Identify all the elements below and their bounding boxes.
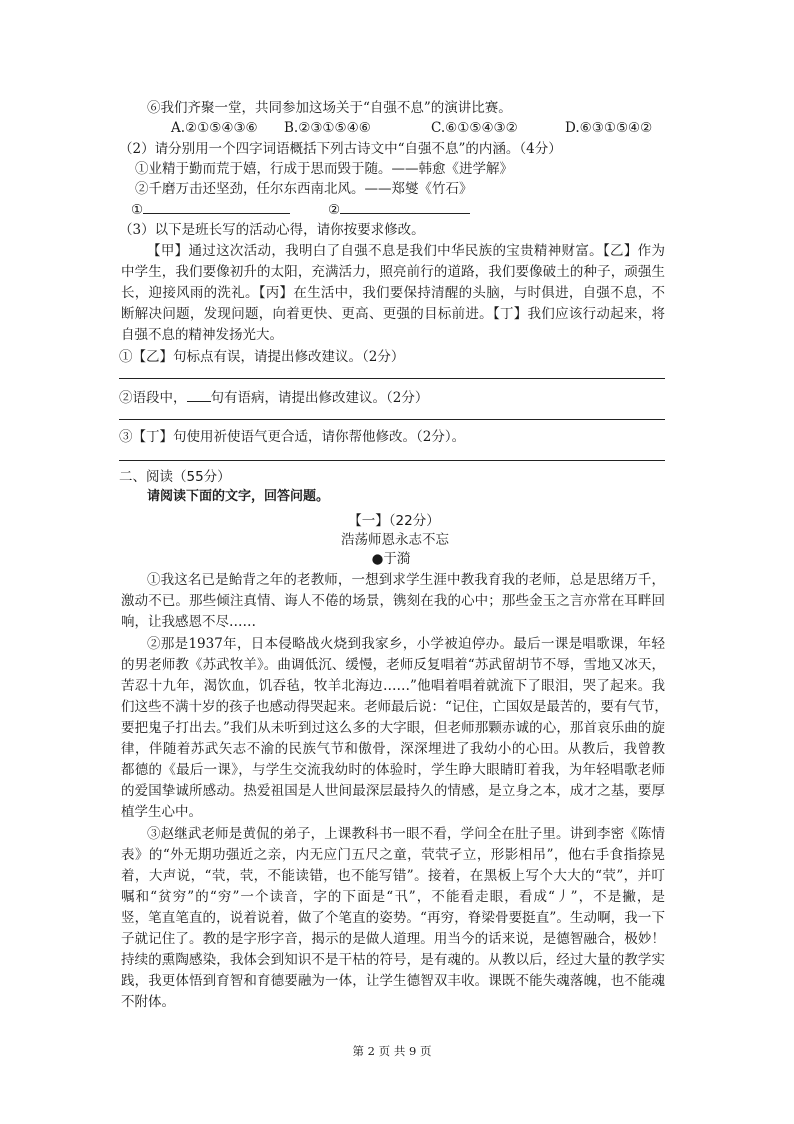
- q2-prompt: （2）请分别用一个四字词语概括下列古诗文中“自强不息”的内涵。（4分）: [119, 141, 562, 157]
- p2-line-9: 植学生心中。: [121, 804, 202, 820]
- reading-instruction: 请阅读下面的文字，回答问题。: [147, 489, 330, 504]
- article-author: ●于漪: [371, 551, 411, 567]
- q3-para-line-1: 【甲】通过这次活动，我明白了自强不息是我们中华民族的宝贵精神财富。【乙】作为: [147, 243, 665, 259]
- q3-sub-2-blank[interactable]: [187, 387, 211, 402]
- p3-line-6: 子就记住了。教的是字形字音，揭示的是做人道理。用当今的话来说，是德智融合，极妙！: [121, 931, 665, 947]
- q2-blank-2-label: ②: [328, 202, 341, 218]
- p2-line-5: 要把鬼子打出去。”我们从未听到过这么多的大字眼，但老师那颗赤诚的心，那首哀乐曲的旋: [121, 720, 665, 736]
- q3-para-line-4: 断解决问题，发现问题，向着更快、更高、更强的目标前进。【丁】我们应该行动起来，将: [121, 306, 665, 322]
- q3-sub-2: [119, 387, 428, 408]
- p3-line-7: 持续的熏陶感染，我体会到知识不是干枯的符号，是有魂的。从教以后，经过大量的教学实: [121, 952, 665, 968]
- p2-line-8: 的爱国挚诚所感动。热爱祖国是人世间最深层最持久的情感，是立身之本，成才之基，要厚: [121, 783, 665, 799]
- p2-line-1: ②那是1937年，日本侵略战火烧到我家乡，小学被迫停办。最后一课是唱歌课，年轻: [147, 636, 665, 652]
- p3-line-8: 践，我更体悟到育智和育德要融为一体，让学生德智双丰收。课既不能失魂落魄，也不能魂: [121, 973, 665, 989]
- p3-line-3: 着，大声说，“茕，茕，不能读错，也不能写错”。接着，在黑板上写个大大的“茕”，并叮: [121, 868, 665, 884]
- q2-blank-1-line[interactable]: [143, 199, 290, 214]
- p3-line-4: 嘱和“贫穷”的“穷”一个读音，字的下面是“卂”，不能看走眼，看成“丿”，不是撇，是: [121, 889, 665, 905]
- answer-line-1[interactable]: [119, 378, 665, 379]
- answer-line-2[interactable]: [119, 419, 665, 420]
- q1-option-c: C.⑥①⑤④③②: [431, 120, 518, 136]
- part-label: 【一】（22分）: [348, 513, 440, 529]
- p3-line-1: ③赵继武老师是黄侃的弟子，上课教科书一眼不看，学问全在肚子里。讲到李密《陈情: [147, 826, 665, 842]
- section-title: 二、阅读（55分）: [119, 469, 231, 485]
- q2-blank-1-label: ①: [131, 202, 144, 218]
- p2-line-3: 苦忍十九年，渴饮血，饥吞毡，牧羊北海边……”他唱着唱着就流下了眼泪，哭了起来。我: [121, 678, 665, 694]
- q1-item-6: ⑥我们齐聚一堂，共同参加这场关于“自强不息”的演讲比赛。: [147, 100, 512, 116]
- q3-sub-3: ③【丁】句使用祈使语气更合适，请你帮他修改。（2分）。: [119, 429, 466, 445]
- q3-sub-2-suffix: 句有语病，请提出修改建议。（2分）: [210, 390, 429, 406]
- q2-answer-blank-1[interactable]: [131, 199, 290, 220]
- p3-line-9: 不附体。: [121, 994, 175, 1010]
- q3-sub-1: ①【乙】句标点有误，请提出修改建议。（2分）: [119, 349, 405, 365]
- q2-quote-1: ①业精于勤而荒于嬉，行成于思而毁于随。——韩愈《进学解》: [135, 161, 513, 177]
- q2-quote-2: ②千磨万击还坚劲，任尔东西南北风。——郑燮《竹石》: [135, 181, 473, 197]
- article-title: 浩荡师恩永志不忘: [341, 532, 449, 548]
- q3-para-line-5: 自强不息的精神发扬光大。: [121, 327, 283, 343]
- q3-para-line-3: 长，迎接风雨的洗礼。【丙】在生活中，我们要保持清醒的头脑，与时俱进，自强不息，不: [121, 285, 665, 301]
- p1-line-2: 激动不已。那些倾注真情、诲人不倦的场景，镌刻在我的心中；那些金玉之言亦常在耳畔回: [121, 593, 665, 609]
- p1-line-1: ①我这名已是鲐背之年的老教师，一想到求学生涯中教我育我的老师，总是思绪万千，: [147, 572, 665, 588]
- q3-sub-2-prefix: ②语段中，: [119, 390, 187, 406]
- q3-para-line-2: 中学生，我们要像初升的太阳，充满活力，照亮前行的道路，我们要像破土的种子，顽强生: [121, 264, 665, 280]
- q1-option-d: D.⑥③①⑤④②: [565, 120, 653, 136]
- p3-line-2: 表》的“外无期功强近之亲，内无应门五尺之童，茕茕孑立，形影相吊”，他右手食指捺晃: [121, 847, 665, 863]
- q2-blank-2-line[interactable]: [340, 199, 470, 214]
- q3-prompt: （3）以下是班长写的活动心得，请你按要求修改。: [119, 222, 425, 238]
- p2-line-6: 律，伴随着苏武矢志不渝的民族气节和傲骨，深深埋进了我幼小的心田。从教后，我曾教: [121, 741, 665, 757]
- p3-line-5: 竖，笔直笔直的，说着说着，做了个笔直的姿势。“再穷，脊梁骨要挺直”。生动啊，我一下: [121, 910, 665, 926]
- q2-answer-blank-2[interactable]: [328, 199, 470, 220]
- answer-line-3[interactable]: [119, 460, 665, 461]
- q1-option-b: B.②③①⑤④⑥: [284, 120, 371, 136]
- p1-line-3: 响，让我感恩不尽……: [121, 614, 256, 630]
- p2-line-2: 的男老师教《苏武牧羊》。曲调低沉、缓慢，老师反复唱着“苏武留胡节不辱，雪地又冰天，: [121, 657, 665, 673]
- p2-line-7: 都德的《最后一课》，与学生交流我幼时的体验时，学生睁大眼睛盯着我，为年轻唱歌老师: [121, 762, 665, 778]
- q1-option-a: A.②①⑤④③⑥: [171, 120, 258, 136]
- p2-line-4: 们这些不满十岁的孩子也感动得哭起来。老师最后说：“记住，亡国奴是最苦的，要有气节，: [121, 699, 668, 715]
- page-footer: 第 2 页 共 9 页: [352, 1044, 432, 1058]
